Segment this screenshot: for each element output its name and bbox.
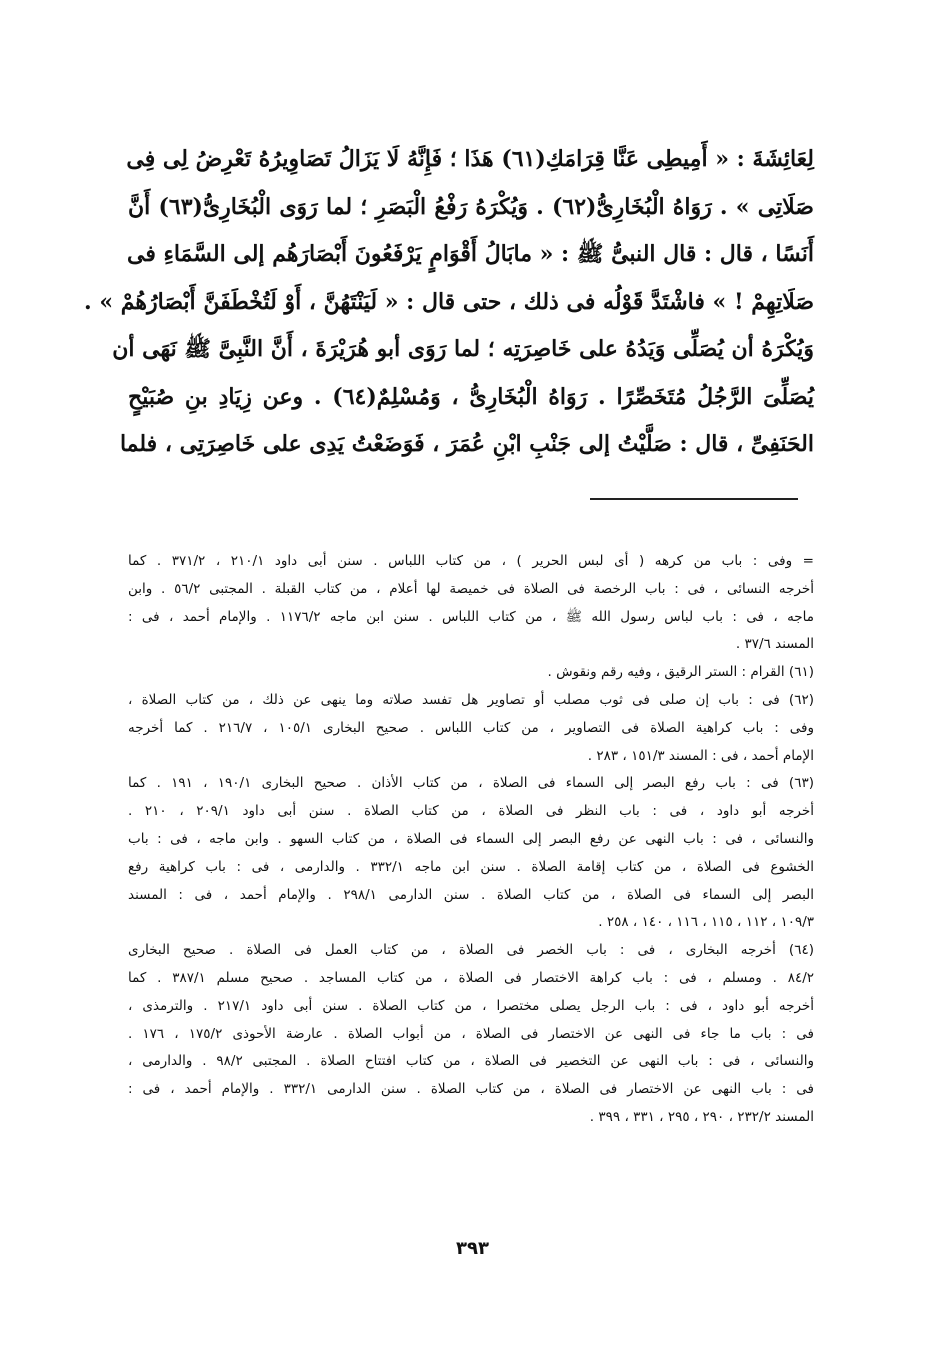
footnote-line: (٦٢) فى : باب إن صلى فى ثوب مصلب أو تصاوير هل تفسد صلاته وما ينهى عن ذلك ، من كتاب الصلاة ، bbox=[128, 691, 814, 708]
footnote-line: أخرجه أبو داود ، فى : باب النظر فى الصلاة ، من كتاب الصلاة . سنن أبى داود ٢٠٩/١ ، ٢١٠ . bbox=[128, 803, 814, 820]
main-text-line: الحَنَفِىِّ ، قال : صَلَّيْتُ إلى جَنْبِ ابْنِ عُمَرَ ، فَوَضَعْتُ يَدِى على خَاصِرَتِى ، فلما bbox=[119, 431, 814, 457]
page-number: ٣٩٣ bbox=[456, 1238, 489, 1259]
footnote-line: وفى : باب كراهية الصلاة فى التصاوير ، من كتاب اللباس . صحيح البخارى ١٠٥/١ ، ٢١٦/٧ . كما أخرجه bbox=[128, 719, 814, 736]
main-text-line: صَلَاتِى » . رَوَاهُ الْبُخَارِىُّ(٦٢) . وَيُكْرَهُ رَفْعُ الْبَصَرِ ؛ لما رَوَى الْبُخَارِىُّ(٦٣) أَنَّ bbox=[128, 193, 814, 220]
footnote-line: أخرجه أبو داود ، فى : باب الرجل يصلى مختصرا ، من كتاب الصلاة . سنن أبى داود ٢١٧/١ . والترمذى ، bbox=[128, 997, 814, 1014]
footnote-divider bbox=[590, 498, 798, 500]
main-text-line: يُصَلِّىَ الرَّجُلُ مُتَخَصِّرًا . رَوَاهُ الْبُخَارِىُّ ، وَمُسْلِمٌ(٦٤) . وعن زِيَادِ بنِ صُبَيْحٍ bbox=[128, 383, 814, 410]
footnote-61 bbox=[128, 659, 814, 687]
footnote-line: ٨٤/٢ . ومسلم ، فى : باب كراهة الاختصار فى الصلاة ، من كتاب المساجد . صحيح مسلم ٣٨٧/١ . كما bbox=[128, 969, 814, 986]
footnote-line: (٦٤) أخرجه البخارى ، فى : باب الخصر فى الصلاة ، من كتاب العمل فى الصلاة . صحيح البخارى bbox=[128, 942, 814, 959]
footnote-line: الإمام أحمد ، فى : المسند ١٥١/٣ ، ٢٨٣ . bbox=[587, 747, 814, 764]
footnote-line: (٦١) القرام : الستر الرقيق ، وفيه رقم ونقوش . bbox=[547, 664, 814, 681]
footnote-line: الخشوع فى الصلاة ، من كتاب إقامة الصلاة . سنن ابن ماجه ٣٣٢/١ . والدارمى ، فى : باب كراهية رفع bbox=[128, 858, 814, 875]
footnote-line: والنسائى ، فى : باب النهى عن رفع البصر إلى السماء فى الصلاة ، من كتاب السهو . وابن ماجه ، فى : باب bbox=[128, 830, 814, 847]
footnote-63 bbox=[128, 770, 814, 937]
footnote-62 bbox=[128, 687, 814, 770]
main-text-line: صَلَاتِهِمْ ! » فاشْتَدَّ قَوْلُه فى ذلك ، حتى قال : « لَيَنْتَهُنَّ ، أَوْ لَتُخْطَفَنَّ أَبْصَارُهُمْ » . bbox=[84, 288, 814, 315]
footnote-line: فى : باب النهى عن الاختصار فى الصلاة ، من كتاب الصلاة . سنن الدارمى ٣٣٢/١ . والإمام أحمد ، فى : bbox=[128, 1081, 814, 1098]
main-text-line: وَيُكْرَهُ أن يُصَلِّى وَيَدُهُ على خَاصِرَتِه ؛ لما رَوَى أبو هُرَيْرَةَ ، أَنَّ النَّبِىَّ ﷺ نَهَى أن bbox=[112, 336, 814, 362]
footnote-continued bbox=[128, 548, 814, 659]
footnote-64 bbox=[128, 937, 814, 1132]
main-text bbox=[84, 136, 814, 469]
footnote-line: المسند ٢٣٢/٢ ، ٢٩٠ ، ٢٩٥ ، ٣٣١ ، ٣٩٩ . bbox=[589, 1108, 814, 1125]
footnote-line: ماجه ، فى : باب لباس رسول الله ﷺ ، من كتاب اللباس . سنن ابن ماجه ١١٧٦/٢ . والإمام أحمد ، فى : bbox=[128, 608, 814, 625]
footnote-line: (٦٣) فى : باب رفع البصر إلى السماء فى الصلاة ، من كتاب الأذان . صحيح البخارى ١٩٠/١ ، ١٩١ . كما bbox=[128, 775, 814, 792]
footnote-line: فى : باب ما جاء فى النهى عن الاختصار فى الصلاة ، من أبواب الصلاة . عارضة الأحوذى ١٧٥/٢ ، ١٧٦ . bbox=[128, 1025, 814, 1042]
footnotes bbox=[128, 548, 814, 1132]
footnote-line: = وفى : باب من كرهه ( أى لبس الحرير ) ، من كتاب اللباس . سنن أبى داود ٢١٠/١ ، ٣٧١/٢ . كما bbox=[128, 553, 814, 569]
footnote-line: والنسائى ، فى : باب النهى عن التخصير فى الصلاة ، من كتاب افتتاح الصلاة . المجتبى ٩٨/٢ . والدارمى ، bbox=[128, 1053, 814, 1070]
footnote-line: أخرجه النسائى ، فى : باب الرخصة فى الصلاة فى خميصة لها أعلام ، من كتاب القبلة . المجتبى ٥٦/٢ . وابن bbox=[128, 580, 814, 597]
footnote-line: المسند ٣٧/٦ . bbox=[735, 636, 814, 653]
footnote-line: ١٠٩/٣ ، ١١٢ ، ١١٥ ، ١١٦ ، ١٤٠ ، ٢٥٨ . bbox=[598, 914, 814, 931]
main-text-line: لِعَائِشَةَ : « أَمِيطِى عَنَّا قِرَامَكِ(٦١) هَذَا ؛ فَإِنَّهُ لَا يَزَالُ تَصَاوِيرُهُ تَعْرِضُ لِى فِى bbox=[126, 146, 814, 172]
main-text-line: أَنَسًا ، قال : قال النبىُّ ﷺ : « مابَالُ أَقْوَامٍ يَرْفَعُونَ أَبْصَارَهُم إلى السَّمَاءِ فى bbox=[127, 241, 814, 267]
footnote-line: البصر إلى السماء فى الصلاة ، من كتاب الصلاة . سنن الدارمى ٢٩٨/١ . والإمام أحمد ، فى : المسند bbox=[128, 886, 814, 903]
